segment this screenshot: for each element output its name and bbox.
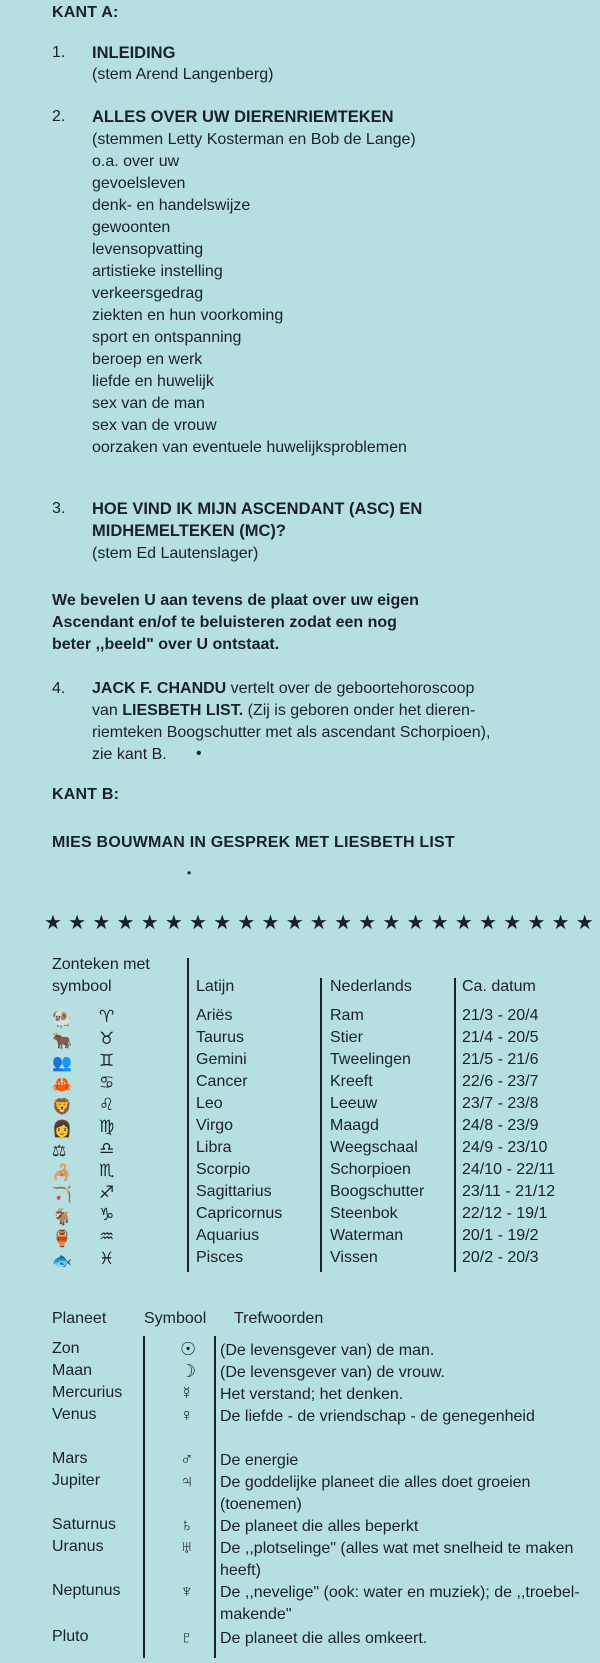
- zodiac-dutch: Ram: [330, 1007, 364, 1024]
- star-icon: ★: [92, 912, 111, 934]
- star-icon: ★: [454, 912, 473, 934]
- gemini-symbol: ♊: [99, 1051, 115, 1070]
- item-2-number: 2.: [52, 108, 66, 125]
- planet-keywords: De ,,nevelige" (ook: water en muziek); de ,,troebel-makende": [220, 1584, 580, 1623]
- zodiac-date: 23/7 - 23/8: [462, 1095, 539, 1112]
- pisces-symbol: ♓: [99, 1249, 115, 1268]
- zodiac-date: 24/9 - 23/10: [462, 1139, 548, 1156]
- zodiac-row: [0, 1095, 600, 1117]
- star-icon: ★: [430, 912, 449, 934]
- star-icon: ★: [334, 912, 352, 934]
- item-2-line: gevoelsleven: [92, 175, 186, 192]
- star-icon: ★: [164, 912, 183, 934]
- planet-keywords: (De levensgever van) de vrouw.: [220, 1364, 445, 1381]
- item-2-line: artistieke instelling: [92, 263, 223, 280]
- planet-keywords: Het verstand; het denken.: [220, 1386, 404, 1403]
- item-3-line: (stem Ed Lautenslager): [92, 545, 259, 562]
- kant-b-heading: KANT B:: [52, 786, 120, 803]
- item-2-line: o.a. over uw: [92, 153, 180, 170]
- item-4-line: riemteken Boogschutter met als ascendant Schorpioen),: [92, 724, 491, 741]
- zodiac-header-sign: Zonteken met: [52, 956, 150, 973]
- zodiac-date: 24/8 - 23/9: [462, 1117, 539, 1134]
- star-icon: ★: [285, 912, 304, 934]
- item-4-text: (Zij is geboren onder het dieren-: [243, 702, 476, 719]
- zodiac-row: [0, 1205, 600, 1227]
- item-2-line: gewoonten: [92, 219, 171, 236]
- jupiter-symbol: ♃: [180, 1471, 194, 1491]
- item-2-line: levensopvatting: [92, 241, 204, 258]
- sun-symbol: ☉: [180, 1339, 197, 1359]
- zodiac-date: 22/12 - 19/1: [462, 1205, 548, 1222]
- item-4-line: [92, 680, 474, 698]
- print-speck: •: [196, 745, 202, 762]
- zodiac-row: [0, 1139, 600, 1161]
- zodiac-date: 21/4 - 20/5: [462, 1029, 539, 1046]
- libra-symbol: ♎: [99, 1139, 115, 1158]
- recommendation-note: Ascendant en/of te beluisteren zodat een nog: [52, 614, 397, 631]
- planet-name: Mars: [52, 1450, 88, 1467]
- item-2-line: liefde en huwelijk: [92, 373, 214, 390]
- uranus-symbol: ♅: [180, 1537, 194, 1557]
- pluto-symbol: ♇: [180, 1627, 194, 1647]
- zodiac-row: [0, 1073, 600, 1095]
- item-2-line: sex van de vrouw: [92, 417, 217, 434]
- aries-symbol: ♈: [99, 1007, 115, 1026]
- zodiac-header-date: Ca. datum: [462, 978, 536, 995]
- kant-b-title: MIES BOUWMAN IN GESPREK MET LIESBETH LIST: [52, 834, 455, 851]
- star-icon: ★: [68, 912, 87, 934]
- item-4-line: zie kant B.: [92, 746, 167, 763]
- item-1-number: 1.: [52, 44, 66, 61]
- star-icon: ★: [116, 912, 135, 934]
- zodiac-dutch: Kreeft: [330, 1073, 373, 1090]
- item-2-line: sport en ontspanning: [92, 329, 242, 346]
- planet-name: Saturnus: [52, 1516, 117, 1533]
- leo-symbol: ♌: [99, 1095, 115, 1114]
- item-2-line: oorzaken van eventuele huwelijksproblemen: [92, 439, 407, 456]
- fish-icon: 🐟: [52, 1253, 72, 1270]
- kant-a-heading: KANT A:: [52, 4, 119, 21]
- column-divider: [143, 1336, 145, 1658]
- print-speck: •: [187, 866, 192, 880]
- zodiac-header-latin: Latijn: [196, 978, 235, 995]
- item-4-number: 4.: [52, 680, 66, 697]
- star-icon: ★: [44, 912, 62, 934]
- star-icon: ★: [503, 912, 522, 934]
- zodiac-dutch: Vissen: [330, 1249, 378, 1266]
- zodiac-dutch: Tweelingen: [330, 1051, 411, 1068]
- capricorn-symbol: ♑: [99, 1205, 115, 1224]
- item-2-line: (stemmen Letty Kosterman en Bob de Lange): [92, 131, 416, 148]
- zodiac-dutch: Waterman: [330, 1227, 404, 1244]
- mercury-symbol: ☿: [180, 1383, 194, 1403]
- neptune-symbol: ♆: [180, 1581, 194, 1601]
- item-2-line: sex van de man: [92, 395, 205, 412]
- scorpion-icon: 🦂: [52, 1165, 72, 1182]
- star-icon: ★: [213, 912, 232, 934]
- planet-keywords: De liefde - de vriendschap - de genegenheid: [220, 1408, 535, 1425]
- subject-name: LIESBETH LIST.: [122, 702, 244, 719]
- zodiac-latin: Cancer: [196, 1073, 248, 1090]
- item-2-line: verkeersgedrag: [92, 285, 204, 302]
- planet-name: Zon: [52, 1340, 80, 1357]
- planet-name: Neptunus: [52, 1582, 121, 1599]
- item-2-line: ziekten en hun voorkoming: [92, 307, 284, 324]
- venus-symbol: ♀: [180, 1405, 194, 1425]
- zodiac-dutch: Boogschutter: [330, 1183, 425, 1200]
- star-icon: ★: [309, 912, 328, 934]
- zodiac-row: [0, 1117, 600, 1139]
- star-icon: ★: [527, 912, 546, 934]
- planet-keywords: (De levensgever van) de man.: [220, 1342, 435, 1359]
- planet-name: Pluto: [52, 1628, 89, 1645]
- zodiac-latin: Aquarius: [196, 1227, 260, 1244]
- zodiac-latin: Pisces: [196, 1249, 244, 1266]
- zodiac-latin: Virgo: [196, 1117, 234, 1134]
- water-bearer-icon: 🏺: [52, 1231, 72, 1248]
- zodiac-header-dutch: Nederlands: [330, 978, 412, 995]
- zodiac-row: [0, 1183, 600, 1205]
- planet-name: Mercurius: [52, 1384, 123, 1401]
- recommendation-note: We bevelen U aan tevens de plaat over uw eigen: [52, 592, 419, 609]
- planet-name: Jupiter: [52, 1472, 101, 1489]
- zodiac-header-sign: symbool: [52, 978, 112, 995]
- zodiac-dutch: Leeuw: [330, 1095, 378, 1112]
- planet-keywords: De energie: [220, 1452, 299, 1469]
- planet-header-name: Planeet: [52, 1310, 107, 1327]
- zodiac-row: [0, 1227, 600, 1249]
- zodiac-latin: Libra: [196, 1139, 232, 1156]
- zodiac-dutch: Schorpioen: [330, 1161, 411, 1178]
- item-4-text: van: [92, 702, 123, 719]
- zodiac-date: 23/11 - 21/12: [462, 1183, 556, 1200]
- sagittarius-symbol: ♐: [99, 1183, 115, 1202]
- star-icon: ★: [406, 912, 425, 934]
- cancer-symbol: ♋: [99, 1073, 115, 1092]
- crab-icon: 🦀: [52, 1077, 72, 1094]
- scorpio-symbol: ♏: [99, 1161, 115, 1180]
- zodiac-dutch: Stier: [330, 1029, 363, 1046]
- zodiac-date: 20/1 - 19/2: [462, 1227, 539, 1244]
- twins-icon: 👥: [52, 1055, 72, 1072]
- star-icon: ★: [479, 912, 498, 934]
- item-2-line: beroep en werk: [92, 351, 203, 368]
- moon-symbol: ☽: [180, 1361, 197, 1381]
- zodiac-latin: Taurus: [196, 1029, 245, 1046]
- planet-name: Maan: [52, 1362, 93, 1379]
- item-1-line: (stem Arend Langenberg): [92, 66, 274, 83]
- planet-keywords: De planeet die alles omkeert.: [220, 1630, 428, 1647]
- aquarius-symbol: ♒: [99, 1227, 115, 1246]
- zodiac-dutch: Maagd: [330, 1117, 379, 1134]
- item-4-line: [92, 702, 475, 720]
- zodiac-date: 22/6 - 23/7: [462, 1073, 539, 1090]
- star-icon: ★: [358, 912, 377, 934]
- zodiac-dutch: Weegschaal: [330, 1139, 418, 1156]
- scales-icon: ⚖: [52, 1143, 67, 1160]
- star-icon: ★: [575, 912, 594, 934]
- item-2-line: denk- en handelswijze: [92, 197, 251, 214]
- planet-header-keywords: Trefwoorden: [234, 1310, 324, 1327]
- planet-keywords: De ,,plotselinge" (alles wat met snelheid te maken heeft): [220, 1540, 574, 1579]
- star-icon: ★: [382, 912, 401, 934]
- star-divider: [44, 912, 594, 934]
- virgo-symbol: ♍: [99, 1117, 115, 1136]
- saturn-symbol: ♄: [180, 1515, 194, 1535]
- recommendation-note: beter ,,beeld" over U ontstaat.: [52, 636, 280, 653]
- speaker-name: JACK F. CHANDU: [92, 680, 227, 697]
- column-divider: [214, 1336, 216, 1658]
- bull-icon: 🐂: [52, 1033, 72, 1050]
- zodiac-row: [0, 1029, 600, 1051]
- zodiac-date: 21/3 - 20/4: [462, 1007, 539, 1024]
- zodiac-date: 20/2 - 20/3: [462, 1249, 539, 1266]
- zodiac-dutch: Steenbok: [330, 1205, 398, 1222]
- star-icon: ★: [189, 912, 207, 934]
- item-3-title: HOE VIND IK MIJN ASCENDANT (ASC) EN: [92, 500, 423, 518]
- planet-keywords: De goddelijke planeet die alles doet groeien (toenemen): [220, 1474, 531, 1513]
- item-4-text: vertelt over de geboortehoroscoop: [226, 680, 475, 697]
- planet-name: Uranus: [52, 1538, 104, 1555]
- ram-icon: 🐏: [52, 1011, 72, 1028]
- mars-symbol: ♂: [180, 1449, 194, 1469]
- zodiac-latin: Gemini: [196, 1051, 247, 1068]
- star-icon: ★: [140, 912, 159, 934]
- star-icon: ★: [237, 912, 256, 934]
- zodiac-date: 21/5 - 21/6: [462, 1051, 539, 1068]
- star-icon: ★: [261, 912, 280, 934]
- zodiac-row: [0, 1249, 600, 1271]
- planet-keywords: De planeet die alles beperkt: [220, 1518, 419, 1535]
- zodiac-row: [0, 1007, 600, 1029]
- zodiac-latin: Scorpio: [196, 1161, 251, 1178]
- zodiac-latin: Capricornus: [196, 1205, 283, 1222]
- taurus-symbol: ♉: [99, 1029, 115, 1048]
- goat-icon: 🐐: [52, 1209, 72, 1226]
- item-1-title: INLEIDING: [92, 44, 176, 62]
- planet-header-symbol: Symbool: [144, 1310, 207, 1327]
- zodiac-row: [0, 1161, 600, 1183]
- zodiac-row: [0, 1051, 600, 1073]
- zodiac-latin: Leo: [196, 1095, 223, 1112]
- archer-icon: 🏹: [52, 1187, 72, 1204]
- lion-icon: 🦁: [52, 1099, 72, 1116]
- virgin-icon: 👩: [52, 1121, 72, 1138]
- item-3-number: 3.: [52, 500, 66, 517]
- star-icon: ★: [551, 912, 570, 934]
- item-3-title: MIDHEMELTEKEN (MC)?: [92, 522, 287, 540]
- item-2-title: ALLES OVER UW DIERENRIEMTEKEN: [92, 108, 394, 126]
- zodiac-date: 24/10 - 22/11: [462, 1161, 556, 1178]
- zodiac-latin: Ariës: [196, 1007, 233, 1024]
- zodiac-latin: Sagittarius: [196, 1183, 272, 1200]
- planet-name: Venus: [52, 1406, 97, 1423]
